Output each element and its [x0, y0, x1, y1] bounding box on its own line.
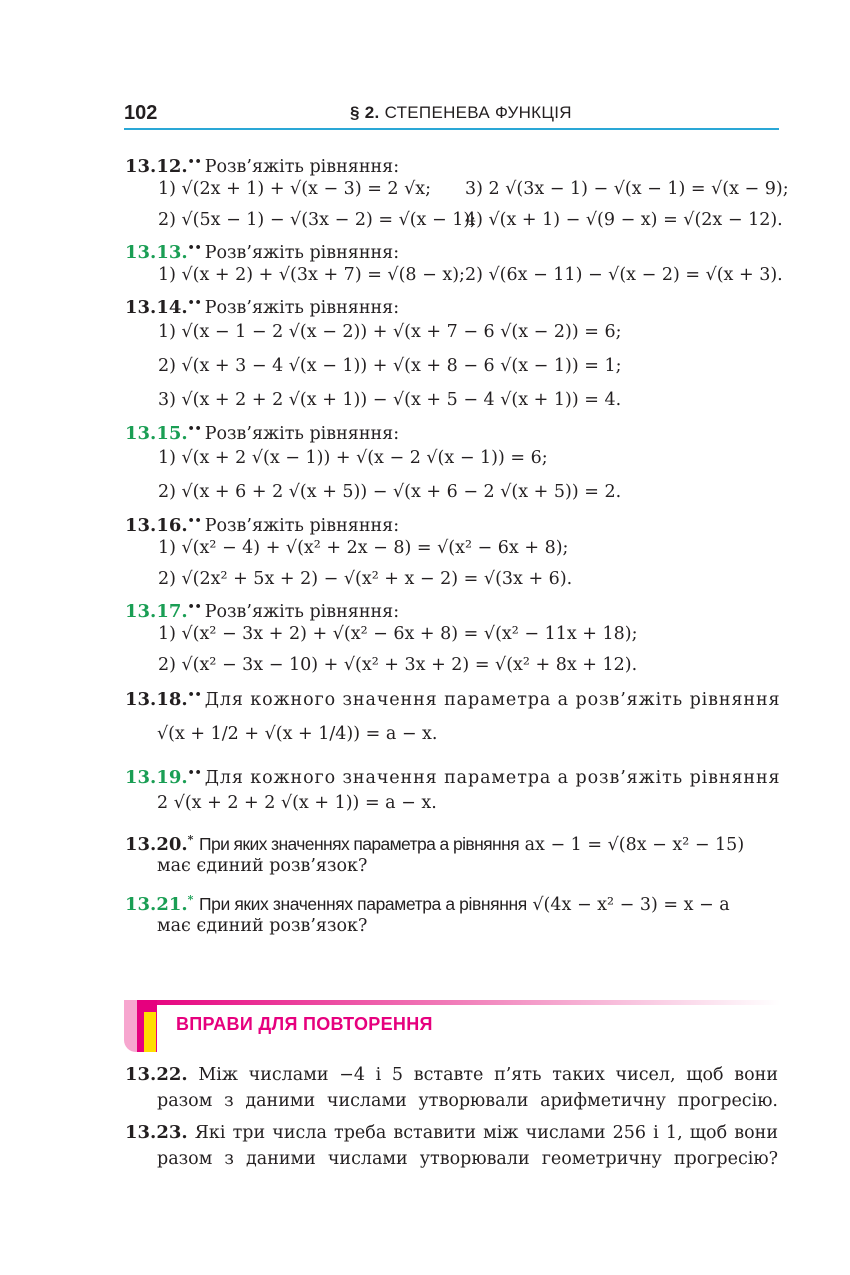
equation-item: √(x + 1/2 + √(x + 1/4)) = a − x.: [157, 724, 438, 744]
equation-item: 1) √(2x + 1) + √(x − 3) = 2 √x;: [158, 179, 432, 199]
task-13-22: [125, 1062, 778, 1088]
task-instruction: Розв’яжіть рівняння:: [204, 515, 400, 536]
section-mark: § 2.: [350, 103, 380, 122]
task-instruction: Розв’яжіть рівняння:: [204, 156, 400, 177]
task-number: 13.20.: [125, 833, 188, 855]
difficulty-mark: ••: [187, 514, 202, 527]
task-13-21: [125, 887, 785, 939]
task-number: 13.12.: [125, 155, 188, 177]
task-13-23: [125, 1120, 778, 1146]
task-13-18: [125, 683, 785, 761]
task-number: 13.14.: [125, 296, 188, 318]
equation-item: 1) √(x + 2 √(x − 1)) + √(x − 2 √(x − 1)) = 6;: [158, 448, 548, 468]
difficulty-mark: *: [187, 893, 194, 906]
task-text: разом з даними числами утворювали арифметичну прогресію.: [157, 1091, 778, 1111]
difficulty-mark: ••: [187, 766, 202, 779]
page-header: [124, 100, 779, 130]
equation-item: 2) √(5x − 1) − √(3x − 2) = √(x − 1);: [158, 210, 477, 230]
task-number: 13.18.: [125, 688, 188, 710]
task-number: 13.13.: [125, 241, 188, 263]
task-13-19: [125, 761, 785, 821]
review-banner: [124, 998, 784, 1054]
task-13-15: [125, 417, 785, 509]
equation-item: 2) √(x² − 3x − 10) + √(x² + 3x + 2) = √(x² + 8x + 12).: [158, 655, 638, 675]
running-title: [350, 103, 572, 123]
equation-item: 2) √(6x − 11) − √(x − 2) = √(x + 3).: [465, 265, 783, 285]
task-number: 13.15.: [125, 422, 188, 444]
task-instruction: При яких значеннях параметра a рівняння: [198, 833, 520, 854]
exercise-list: [125, 150, 789, 939]
task-13-20: [125, 827, 785, 879]
banner-stripe: [140, 1000, 780, 1005]
equation-item: √(4x − x² − 3) = x − a: [532, 894, 730, 915]
equation-item: 3) 2 √(3x − 1) − √(x − 1) = √(x − 9);: [465, 179, 789, 199]
task-text: Між числами −4 і 5 вставте п’ять таких чисел, щоб вони: [198, 1065, 778, 1085]
equation-item: 2) √(2x² + 5x + 2) − √(x² + x − 2) = √(3x + 6).: [158, 569, 573, 589]
task-number: 13.21.: [125, 893, 188, 915]
task-instruction: Для кожного значення параметра a розв’яжіть рівняння: [204, 689, 781, 710]
task-text: Які три числа треба вставити між числами 256 і 1, щоб вони: [194, 1123, 778, 1143]
task-instruction: Розв’яжіть рівняння:: [204, 242, 400, 263]
task-number: 13.16.: [125, 514, 188, 536]
task-13-17: [125, 595, 785, 681]
equation-item: 2) √(x + 3 − 4 √(x − 1)) + √(x + 8 − 6 √(x − 1)) = 1;: [158, 356, 622, 376]
section-heading: ВПРАВИ ДЛЯ ПОВТОРЕННЯ: [176, 1014, 433, 1034]
section-title: СТЕПЕНЕВА ФУНКЦІЯ: [384, 103, 572, 122]
task-instruction: Розв’яжіть рівняння:: [204, 601, 400, 622]
task-text: разом з даними числами утворювали геометричну прогресію?: [157, 1149, 778, 1169]
difficulty-mark: *: [187, 833, 194, 846]
task-instruction: Розв’яжіть рівняння:: [204, 297, 400, 318]
equation-item: 1) √(x² − 4) + √(x² + 2x − 8) = √(x² − 6x + 8);: [158, 538, 569, 558]
task-13-14: [125, 291, 785, 417]
difficulty-mark: ••: [187, 241, 202, 254]
task-continuation: має єдиний розв’язок?: [157, 856, 368, 876]
task-number: 13.23.: [125, 1122, 188, 1143]
review-exercises: [125, 1062, 778, 1172]
equation-item: ax − 1 = √(8x − x² − 15): [524, 834, 745, 855]
equation-item: 4) √(x + 1) − √(9 − x) = √(2x − 12).: [465, 210, 783, 230]
difficulty-mark: ••: [187, 155, 202, 168]
difficulty-mark: ••: [187, 688, 202, 701]
task-13-12: [125, 150, 789, 236]
difficulty-mark: ••: [187, 600, 202, 613]
page-number: 102: [124, 102, 158, 124]
equation-item: 1) √(x + 2) + √(3x + 7) = √(8 − x);: [158, 265, 465, 285]
banner-tab-icon: [144, 1012, 156, 1052]
task-number: 13.22.: [125, 1064, 188, 1085]
equation-item: 1) √(x − 1 − 2 √(x − 2)) + √(x + 7 − 6 √(x − 2)) = 6;: [158, 322, 622, 342]
task-13-16: [125, 509, 785, 595]
task-instruction: Для кожного значення параметра a розв’яжіть рівняння: [204, 767, 781, 788]
equation-item: 2 √(x + 2 + 2 √(x + 1)) = a − x.: [157, 793, 437, 813]
equation-item: 1) √(x² − 3x + 2) + √(x² − 6x + 8) = √(x² − 11x + 18);: [158, 624, 638, 644]
task-continuation: має єдиний розв’язок?: [157, 916, 368, 936]
task-instruction: При яких значеннях параметра a рівняння: [198, 893, 527, 914]
task-instruction: Розв’яжіть рівняння:: [204, 423, 400, 444]
task-number: 13.17.: [125, 600, 188, 622]
difficulty-mark: ••: [187, 422, 202, 435]
equation-item: 3) √(x + 2 + 2 √(x + 1)) − √(x + 5 − 4 √(x + 1)) = 4.: [158, 390, 622, 410]
task-13-13: [125, 236, 785, 291]
difficulty-mark: ••: [187, 296, 202, 309]
task-number: 13.19.: [125, 766, 188, 788]
equation-item: 2) √(x + 6 + 2 √(x + 5)) − √(x + 6 − 2 √(x + 5)) = 2.: [158, 482, 622, 502]
